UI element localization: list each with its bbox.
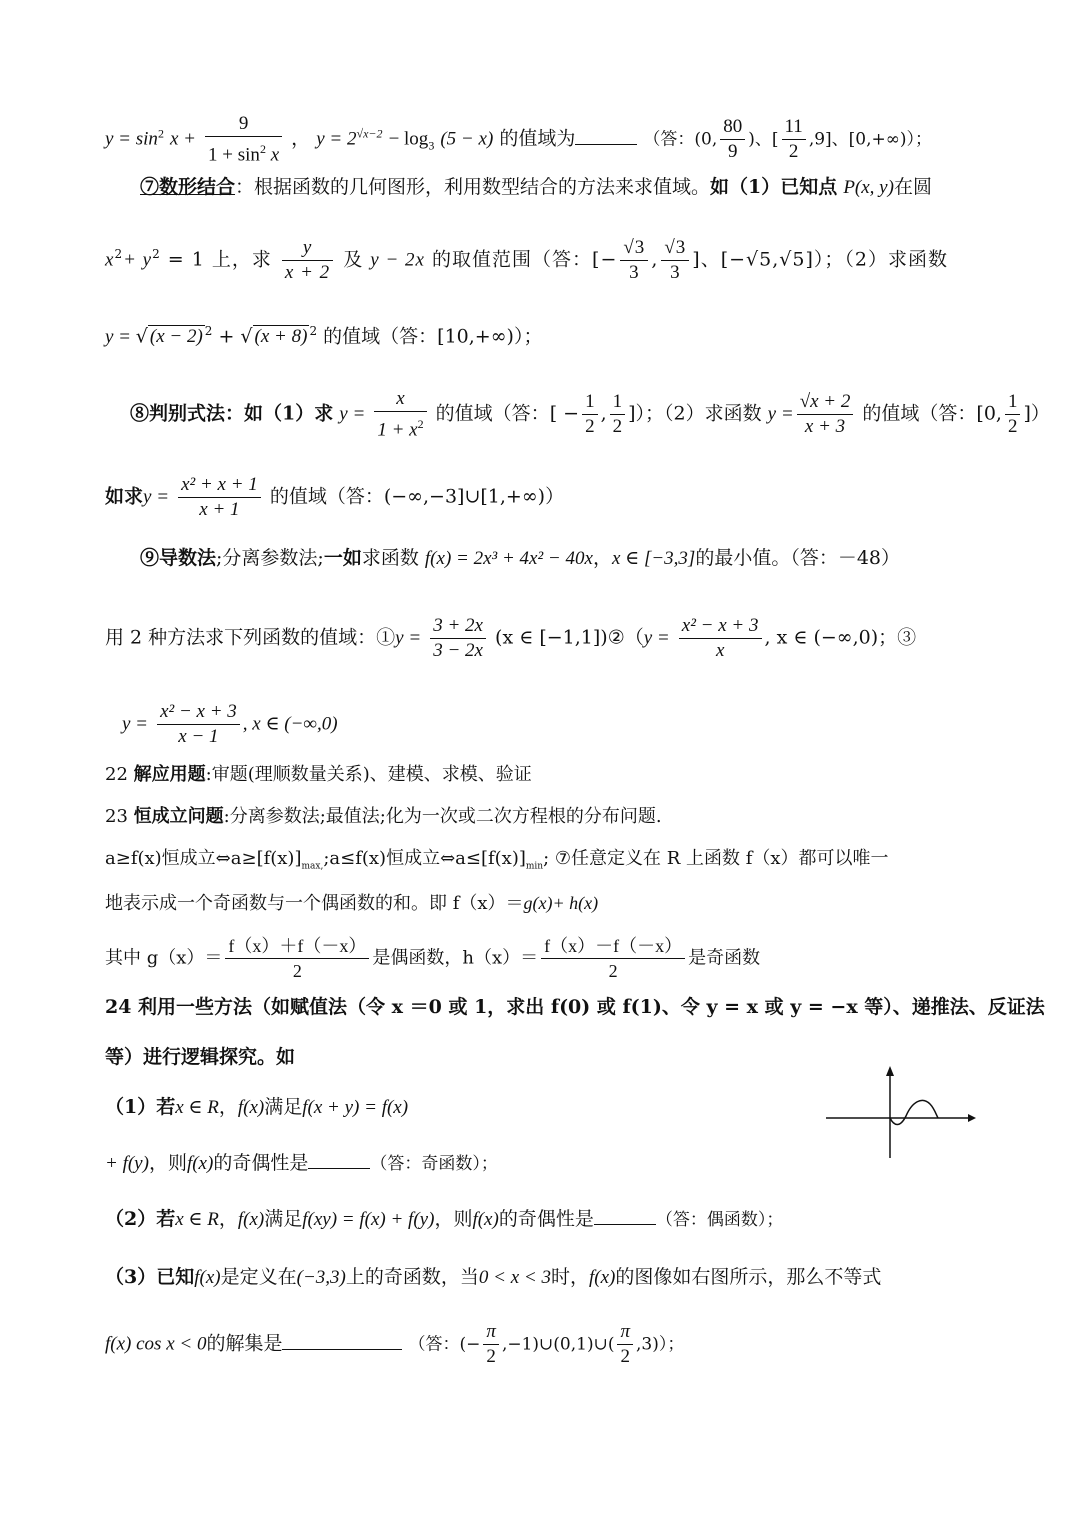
line-5: ⑧判别式法：如（1）求 y = $\frac{x}{1 + x^2}$ 的值域（答：[ − $\frac{1}{2}$ , $\frac{1}{2}$ ]）；（2）求函数 y = $\frac{√x + 2}{x + 3}$ 的值域（答：[0, $\frac{1}{2}$ ]） [130, 388, 1050, 441]
fraction: $\frac{y}{x + 2}$ [282, 236, 333, 285]
line-20: （3）已知f(x)是定义在(−3,3)上的奇函数，当0 < x < 3时，f(x)的图像如右图所示，那么不等式 [105, 1266, 882, 1288]
line-13: 地表示成一个奇函数与一个偶函数的和。即 f（x）＝g(x)+ h(x) [105, 893, 599, 914]
method-title: ⑧判别式法 [130, 402, 226, 425]
answer-blank [308, 1150, 370, 1169]
line-1: $y = \sin^2 x$ + $\frac{9}{1 + \sin^2 x}$ ， $y = 2^{√x-2} - \log_3 (5 - x)$ 的值域为 （答：(0, $\frac{80}{9}$ )、[ $\frac{11}{2}$ ,9]、[0,+∞)）； [105, 113, 933, 166]
text: 在圆 [893, 176, 932, 198]
answer: 的取值范围（答：[− [432, 248, 618, 271]
fraction: $\frac{x}{1 + x^2}$ [374, 387, 426, 442]
text: 的值域（答：(−∞,−3]∪[1,+∞)） [269, 485, 565, 508]
expr: y = 2 [316, 128, 357, 150]
fraction: $\frac{f(x)-f(-x)}{2}$ [541, 934, 685, 983]
answer-blank [282, 1331, 402, 1350]
line-3: $x^2+ y^2 = 1$ 上，求 $\frac{y}{x + 2}$ 及 y − 2x 的取值范围（答：[− $\frac{√3}{3}$ , $\frac{√3}{3}$ ]、[−√5,√5]）；（2）求函数 [105, 237, 948, 283]
expr: (5 − x) [440, 128, 494, 150]
y-axis-arrow [886, 1066, 894, 1076]
expr: x + [169, 128, 196, 150]
line-2 [140, 174, 980, 201]
section-title: 24 利用一些方法（如赋值法（令 x ＝0 或 1，求出 f(0) 或 f(1)、令 y = x 或 y = −x 等）、递推法、反证法 [105, 996, 1045, 1018]
expr: − log [388, 128, 429, 150]
text: 的值域为 [499, 127, 576, 150]
answer: （答：(0, [643, 129, 718, 150]
line-7: ⑨导数法;分离参数法;一如求函数 f(x) = 2x³ + 4x² − 40x，x ∈ [−3,3]的最小值。（答：－48） [140, 547, 900, 569]
line-17: （1）若x ∈ R，f(x)满足f(x + y) = f(x) [105, 1096, 409, 1118]
section-title: 恒成立问题 [133, 806, 224, 827]
answer-blank [594, 1206, 656, 1225]
fraction: $\frac{\text{x² − x + 3}}{x - 1}$ [157, 700, 240, 749]
fraction: $\frac{\pi}{2}$ [483, 1320, 499, 1369]
fraction: $\frac{3 + 2x}{3 - 2x}$ [430, 614, 486, 663]
line-4: y = √ (x − 2) $^2$ + √ (x + 8) $^2$ 的值域（答：[10,+∞)）； [105, 324, 543, 348]
line-9: y = $\frac{\text{x² − x + 3}}{x - 1}$ , x ∈ (−∞,0) [122, 701, 338, 747]
answer-blank [575, 126, 637, 145]
fraction: $\frac{80}{9}$ [720, 115, 745, 164]
line-16: 等）进行逻辑探究。如 [105, 1046, 296, 1068]
fraction: $\frac{9}{1 + \sin^2 x}$ [205, 112, 282, 167]
function-graph [826, 1066, 976, 1162]
text: 用 2 种方法求下列函数的值域：① [105, 626, 396, 649]
method-title: ⑨导数法 [140, 547, 217, 569]
line-21: f(x) cos x < 0的解集是 （答：(− $\frac{\pi}{2}$ ,−1)∪(0,1)∪( $\frac{\pi}{2}$ ,3)）； [105, 1321, 685, 1367]
fraction: $\frac{\text{x² + x + 1}}{x + 1}$ [178, 473, 261, 522]
expr: y = sin [105, 128, 158, 150]
line-12: a≥f(x)恒成立$\Leftrightarrow a\ge[f(x)]_{max,};a\le f(x)$恒成立$\Leftrightarrow a\le[f(x)]_{min}$; ⑦任意定义在 R 上函数 f（x）都可以唯一 [105, 848, 889, 872]
x-axis-arrow [968, 1114, 976, 1122]
line-19: （2）若x ∈ R，f(x)满足f(xy) = f(x) + f(y)，则f(x)的奇偶性是 （答：偶函数）； [105, 1208, 784, 1230]
text: = 1 上，求 [167, 248, 272, 271]
text: 如（1）已知点 [710, 176, 838, 198]
text: ， [291, 127, 311, 150]
line-6: 如求y = $\frac{\text{x² + x + 1}}{x + 1}$ 的值域（答：(−∞,−3]∪[1,+∞)） [105, 474, 565, 520]
text: ：根据函数的几何图形，利用数型结合的方法来求值域。 [235, 176, 711, 198]
line-8: 用 2 种方法求下列函数的值域：①y = $\frac{3 + 2x}{3 - 2x}$ (x ∈ [−1,1])②（y = $\frac{\text{x² − x + 3}}{x}$ , x ∈ (−∞,0)；③ [105, 615, 917, 661]
fraction: $\frac{f(x)+f(-x)}{2}$ [225, 934, 369, 983]
text: 的值域（答：[10,+∞)）； [323, 325, 543, 348]
expr: P(x, y) [843, 177, 894, 198]
curve [890, 1100, 938, 1124]
line-14: 其中 g（x）＝ $\frac{f(x)+f(-x)}{2}$ 是偶函数，h（x）＝ $\frac{f(x)-f(-x)}{2}$ 是奇函数 [105, 936, 761, 981]
fraction: $\frac{√x + 2}{x + 3}$ [797, 390, 854, 439]
section-title: 解应用题 [133, 764, 206, 785]
line-10: 22 解应用题:审题(理顺数量关系)、建模、求模、验证 [105, 764, 532, 785]
method-title: ⑦数形结合 [140, 176, 236, 198]
line-18: + f(y)，则f(x)的奇偶性是 （答：奇函数）； [105, 1152, 498, 1174]
fraction: $\frac{\text{x² − x + 3}}{x}$ [679, 614, 762, 663]
line-11: 23 恒成立问题:分离参数法;最值法;化为一次或二次方程根的分布问题. [105, 806, 662, 827]
line-15 [105, 994, 1045, 1020]
fraction: $\frac{\pi}{2}$ [617, 1320, 633, 1369]
fraction: $\frac{11}{2}$ [782, 115, 806, 164]
